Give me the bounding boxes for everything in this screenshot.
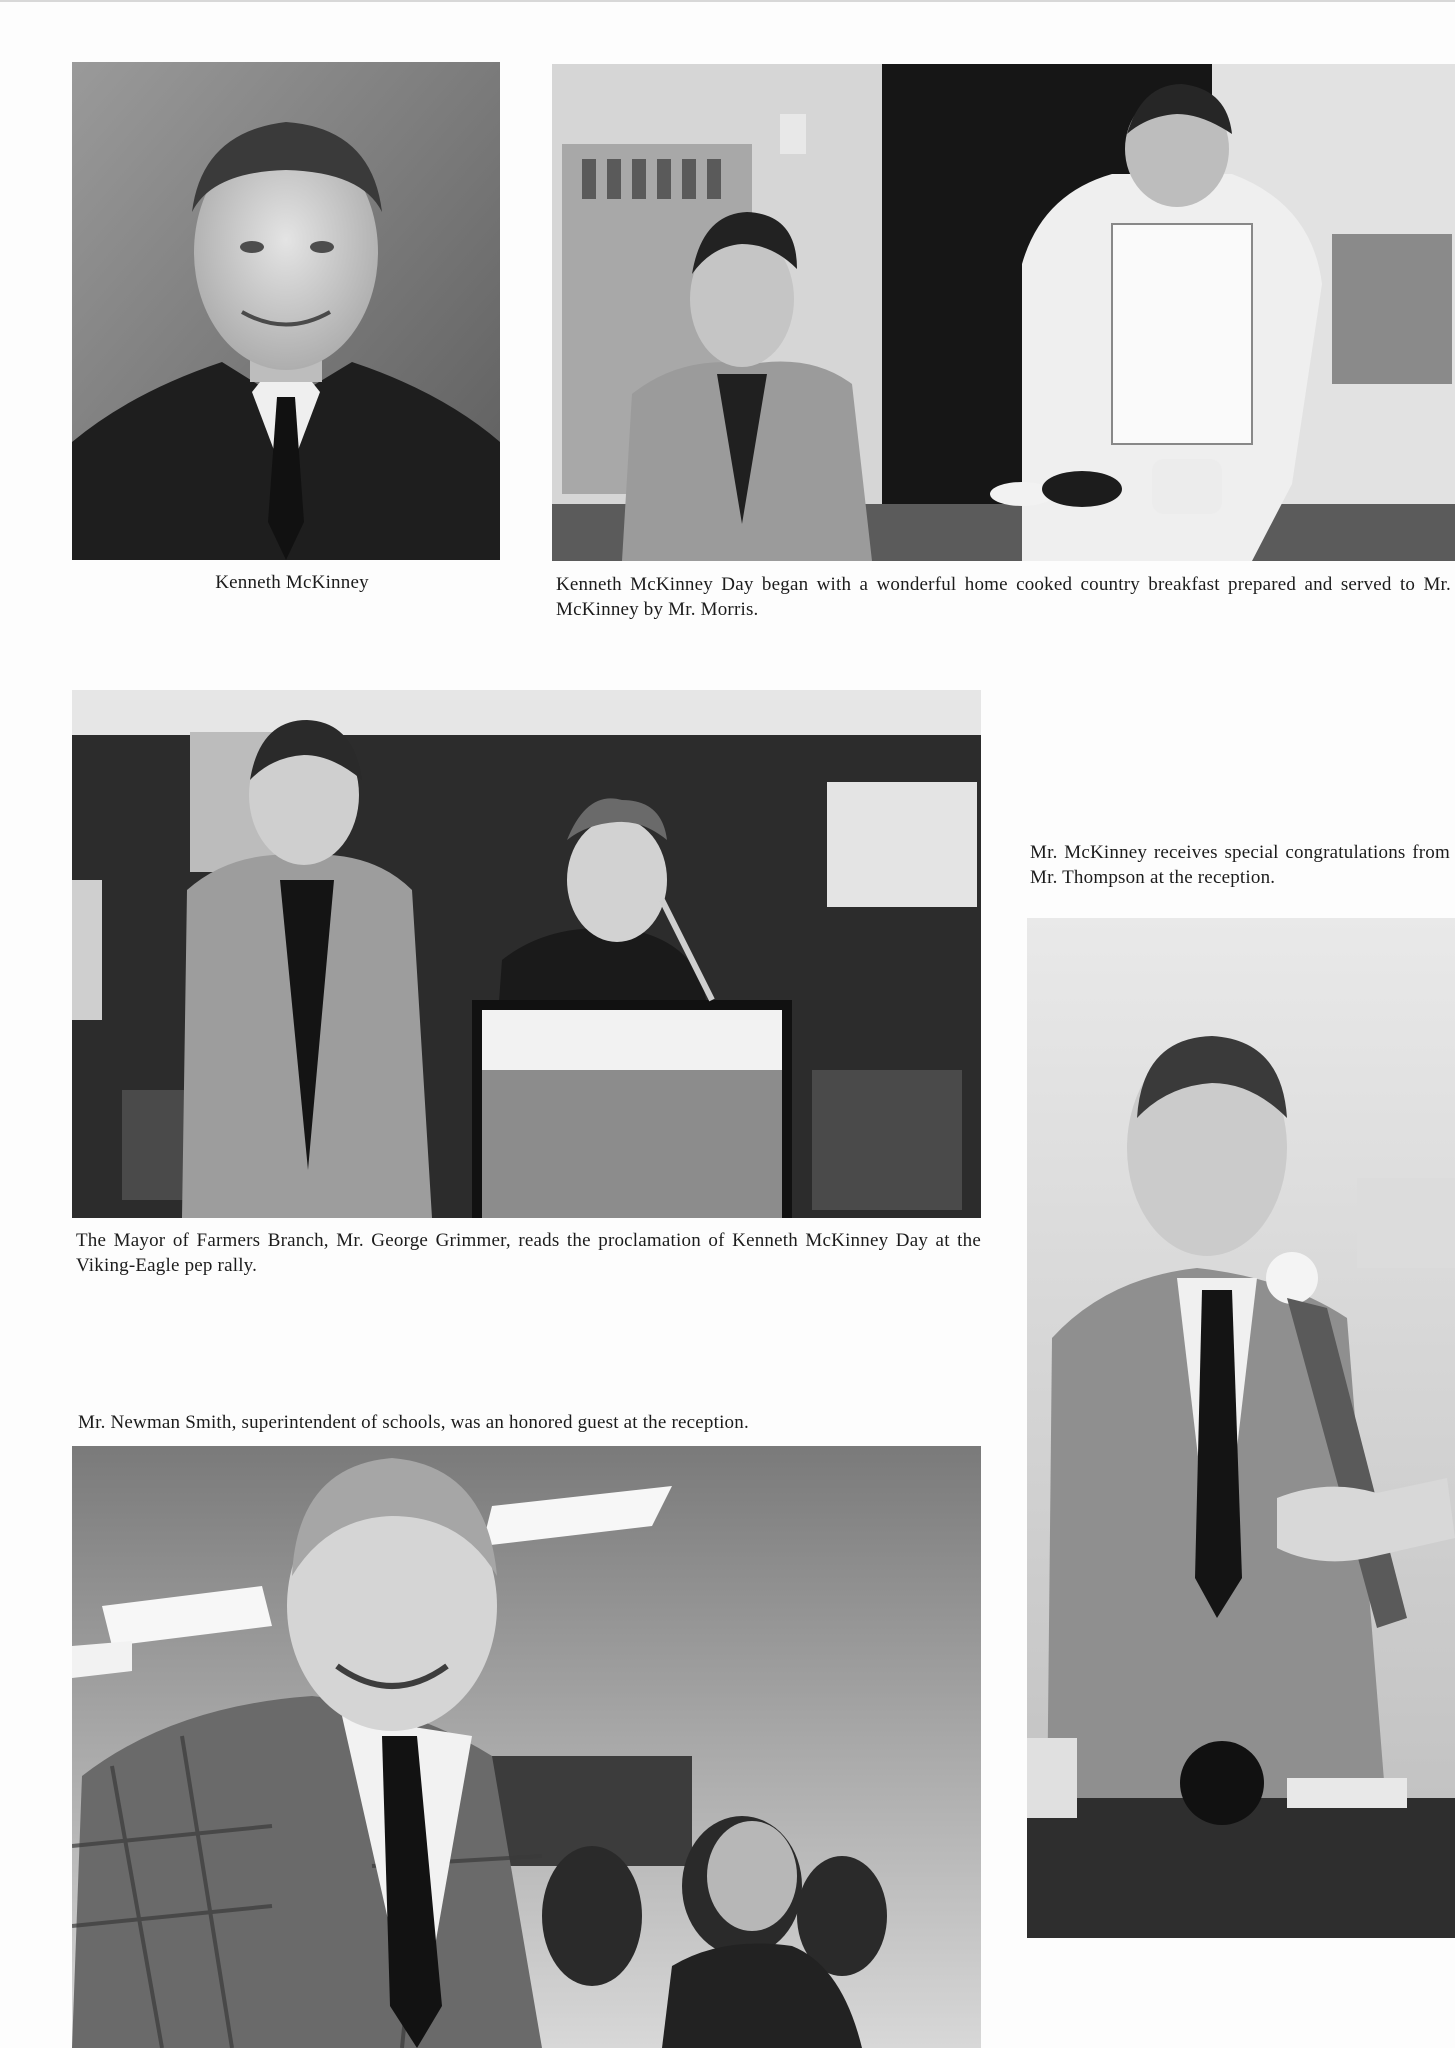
guest-image — [72, 1446, 981, 2048]
caption-reception: Mr. McKinney receives special congratulations from Mr. Thompson at the reception. — [1030, 842, 1450, 888]
photo-reception — [1027, 918, 1455, 1938]
breakfast-image — [552, 64, 1455, 561]
photo-breakfast — [552, 64, 1455, 561]
caption-portrait: Kenneth McKinney — [215, 572, 369, 593]
caption-guest: Mr. Newman Smith, superintendent of schools, was an honored guest at the reception. — [78, 1412, 749, 1433]
caption-pep-rally: The Mayor of Farmers Branch, Mr. George Grimmer, reads the proclamation of Kenneth McKinney Day at the Viking-Eagle pep rally. — [76, 1230, 981, 1276]
pep-rally-image — [72, 690, 981, 1218]
reception-image — [1027, 918, 1455, 1938]
photo-guest — [72, 1446, 981, 2048]
portrait-image — [72, 62, 500, 560]
photo-pep-rally — [72, 690, 981, 1218]
photo-portrait — [72, 62, 500, 560]
page-top-edge — [0, 0, 1455, 2]
caption-breakfast: Kenneth McKinney Day began with a wonderful home cooked country breakfast prepared and served to Mr. McKinney by Mr. Morris. — [556, 574, 1451, 620]
